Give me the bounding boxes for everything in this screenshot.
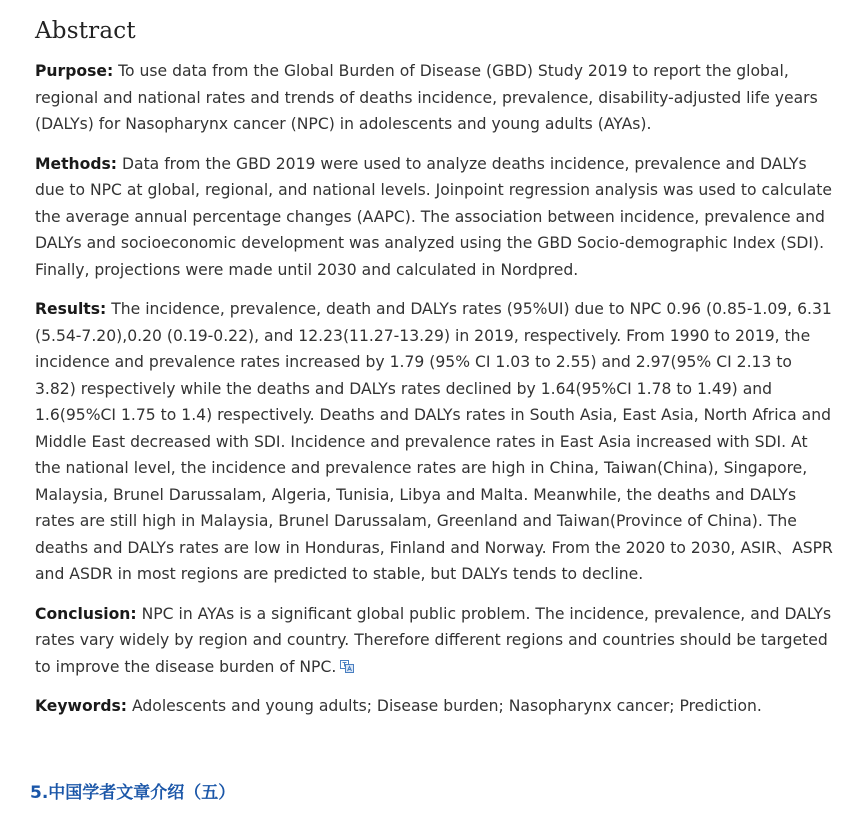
abstract-title: Abstract — [35, 18, 136, 44]
chinese-section-heading: 5.中国学者文章介绍（五） — [30, 783, 236, 803]
translate-icon[interactable] — [340, 655, 354, 668]
purpose-label: Purpose: — [35, 62, 114, 80]
methods-label: Methods: — [35, 154, 118, 173]
abstract-section — [35, 18, 835, 733]
purpose-text: To use data from the Global Burden of Disease (GBD) Study 2019 to report the global, regional and national rates and trends of deaths incidence, prevalence, disability-adjusted life years (DALYs) for Nasopharynx cancer (NPC) in adolescents and young adults (AYAs). — [35, 62, 818, 133]
keywords-text: Adolescents and young adults; Disease burden; Nasopharynx cancer; Prediction. — [127, 697, 762, 715]
keywords-label: Keywords: — [35, 697, 128, 715]
methods-text: Data from the GBD 2019 were used to analyze deaths incidence, prevalence and DALYs due to NPC at global, regional, and national levels. Joinpoint regression analysis was used to calculate the average annual percentage changes (AAPC). The association between incidence, prevalence and DALYs and socioeconomic development was analyzed using the GBD Socio-demographic Index (SDI). Finally, projections were made until 2030 and calculated in Nordpred. — [35, 154, 832, 279]
results-label: Results: — [35, 300, 107, 318]
conclusion-text: NPC in AYAs is a significant global public problem. The incidence, prevalence, and DALYs rates vary widely by region and country. Therefore different regions and countries should be targeted to improve the disease burden of NPC. — [35, 604, 832, 676]
conclusion-paragraph — [35, 601, 835, 681]
results-text: The incidence, prevalence, death and DALYs rates (95%UI) due to NPC 0.96 (0.85-1.09, 6.31 (5.54-7.20),0.20 (0.19-0.22), and 12.23(11.27-13.29) in 2019, respectively. From 1990 to 2019, the incidence and prevalence rates increased by 1.79 (95% CI 1.03 to 2.55) and 2.97(95% CI 2.13 to 3.82) respectively while the deaths and DALYs rates declined by 1.64(95%CI 1.78 to 1.49) and 1.6(95%CI 1.75 to 1.4) respectively. Deaths and DALYs rates in South Asia, East Asia, North Africa and Middle East decreased with SDI. Incidence and prevalence rates in East Asia increased with SDI. At the national level, the incidence and prevalence rates are high in China, Taiwan(China), Singapore, Malaysia, Brunel Darussalam, Algeria, Tunisia, Libya and Malta. Meanwhile, the deaths and DALYs rates are still high in Malaysia, Brunel Darussalam, Greenland and Taiwan(Province of China). The deaths and DALYs rates are low in Honduras, Finland and Norway. From the 2020 to 2030, ASIR、ASPR and ASDR in most regions are predicted to stable, but DALYs tends to decline. — [35, 300, 833, 583]
conclusion-label: Conclusion: — [35, 604, 137, 623]
methods-paragraph — [35, 151, 835, 284]
keywords-paragraph — [35, 693, 835, 720]
purpose-paragraph — [35, 58, 835, 138]
results-paragraph — [35, 296, 835, 588]
